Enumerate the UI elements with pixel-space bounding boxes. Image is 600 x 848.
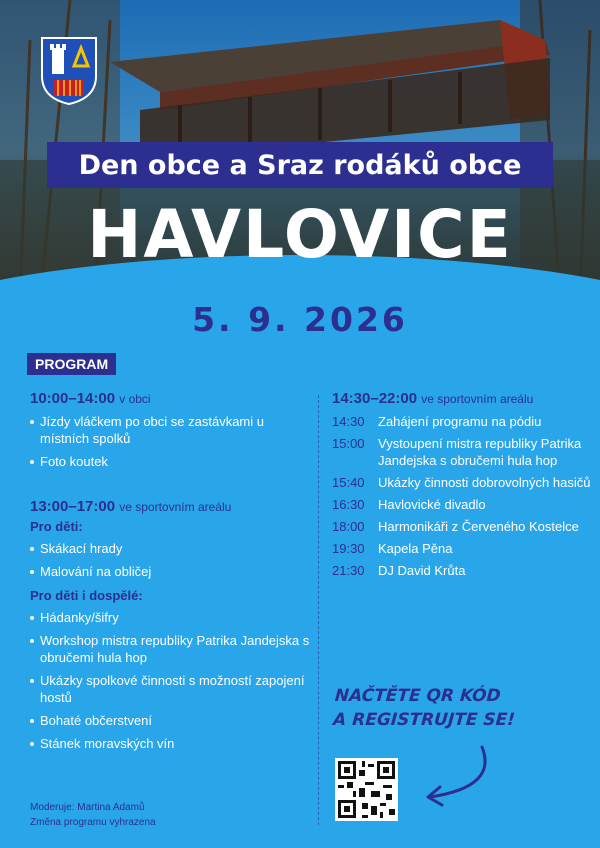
schedule-list <box>332 413 592 579</box>
schedule-time: 21:30 <box>332 563 365 578</box>
schedule-desc: Zahájení programu na pódiu <box>378 414 542 429</box>
program-label: PROGRAM <box>35 356 109 372</box>
time-block-3-time: 14:30–22:00 <box>332 390 418 407</box>
disclaimer-line: Změna programu vyhrazena <box>30 817 156 828</box>
list-item: Malování na obličej <box>30 563 310 580</box>
schedule-row <box>332 474 592 491</box>
schedule-time: 14:30 <box>332 414 365 429</box>
kids-list <box>30 540 310 580</box>
event-title: HAVLOVICE <box>87 196 513 273</box>
schedule-time: 15:40 <box>332 475 365 490</box>
schedule-desc: Kapela Pěna <box>378 541 453 556</box>
list-item: Skákací hrady <box>30 540 310 557</box>
curved-arrow-icon <box>420 742 495 812</box>
schedule-desc: Ukázky činnosti dobrovolných hasičů <box>378 475 591 490</box>
event-subtitle: Den obce a Sraz rodáků obce <box>78 149 522 181</box>
list-item: Stánek moravských vín <box>30 735 310 752</box>
time-block-1-time: 10:00–14:00 <box>30 390 116 407</box>
footer-note <box>30 800 156 830</box>
schedule-time: 18:00 <box>332 519 365 534</box>
schedule-row <box>332 518 592 535</box>
schedule-row <box>332 435 592 469</box>
schedule-desc: Havlovické divadlo <box>378 497 486 512</box>
qr-callout-line-1: NAČTĚTE QR KÓD <box>334 686 502 706</box>
qr-callout-line-2: A REGISTRUJTE SE! <box>332 710 516 730</box>
schedule-desc: DJ David Krůta <box>378 563 466 578</box>
schedule-desc: Harmonikáři z Červeného Kostelce <box>378 519 579 534</box>
list-item: Ukázky spolkové činnosti s možností zapojení hostů <box>30 672 310 706</box>
time-block-1-list <box>30 413 310 470</box>
schedule-desc: Vystoupení mistra republiky Patrika Jandejska s obručemi hula hop <box>378 436 582 468</box>
list-item: Workshop mistra republiky Patrika Jandejska s obručemi hula hop <box>30 632 310 666</box>
schedule-time: 15:00 <box>332 436 365 451</box>
all-ages-heading: Pro děti i dospělé: <box>30 588 143 603</box>
municipal-crest-icon <box>40 36 98 106</box>
schedule-time: 16:30 <box>332 497 365 512</box>
kids-heading: Pro děti: <box>30 519 83 534</box>
list-item: Jízdy vláčkem po obci se zastávkami u místních spolků <box>30 413 310 447</box>
qr-callout <box>332 684 535 732</box>
program-right-column <box>332 390 592 584</box>
event-date: 5. 9. 2026 <box>192 300 408 339</box>
schedule-row <box>332 540 592 557</box>
time-block-2-time: 13:00–17:00 <box>30 498 116 515</box>
time-block-2-place: ve sportovním areálu <box>119 500 232 514</box>
list-item: Foto koutek <box>30 453 310 470</box>
schedule-row <box>332 496 592 513</box>
list-item: Bohaté občerstvení <box>30 712 310 729</box>
qr-code[interactable] <box>335 758 398 821</box>
program-left-column <box>30 390 310 758</box>
time-block-1-place: v obci <box>119 392 151 406</box>
schedule-row <box>332 562 592 579</box>
moderator-line: Moderuje: Martina Adamů <box>30 802 145 813</box>
schedule-row <box>332 413 592 430</box>
list-item: Hádanky/šifry <box>30 609 310 626</box>
time-block-1-heading <box>30 390 310 407</box>
schedule-time: 19:30 <box>332 541 365 556</box>
time-block-2-heading <box>30 498 310 515</box>
program-badge <box>27 353 116 375</box>
time-block-3-place: ve sportovním areálu <box>421 392 534 406</box>
all-ages-list <box>30 609 310 752</box>
column-divider <box>318 395 319 825</box>
time-block-3-heading <box>332 390 592 407</box>
event-subtitle-bar <box>47 142 553 188</box>
